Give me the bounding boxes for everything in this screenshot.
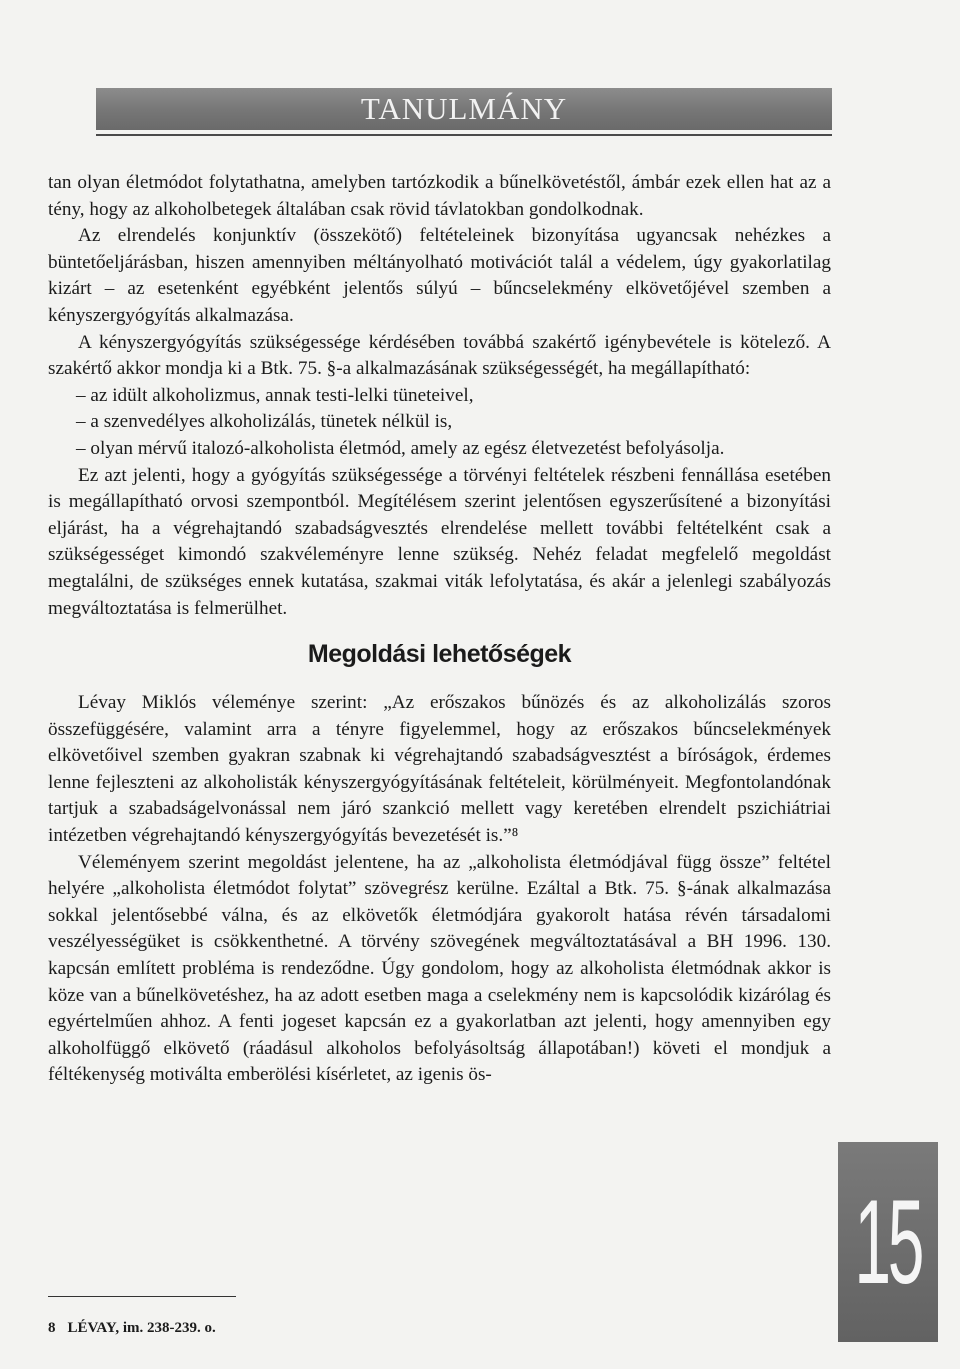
article-body [48, 170, 831, 1089]
paragraph: Ez azt jelenti, hogy a gyógyítás szükségessége a törvényi feltételek részbeni fennállása esetében is megállapítható orvosi szempontból. Megítélésem szerint jelentősen egyszerűsítené a bizonyítási eljárást, ha a végrehajtandó szabadságvesztés elrendelése mellett további feltételként csak a szükségességet kimondó szakvéleményre lenne szükség. Nehéz feladat megfelelő megoldást megtalálni, de szükséges ennek kutatása, szakmai viták lefolytatása, és akár a jelenlegi szabályozás megváltoztatása is felmerülhet. [48, 464, 831, 619]
section-banner [96, 88, 832, 130]
footnote-divider [48, 1296, 236, 1297]
footnote [48, 1320, 216, 1337]
list-item: – olyan mérvű italozó-alkoholista életmód, amely az egész életvezetést befolyásolja. [76, 437, 725, 459]
paragraph: tan olyan életmódot folytathatna, amelyben tartózkodik a bűnelkövetéstől, ámbár ezek ellen hat az a tény, hogy az alkoholbetegek általában csak rövid távlatokban gondolkodnak. [48, 172, 831, 220]
footnote-text: LÉVAY, im. 238-239. o. [67, 1320, 216, 1336]
section-title: TANULMÁNY [360, 91, 568, 126]
page-number-box [838, 1142, 938, 1342]
section-heading: Megoldási lehetőségek [307, 640, 572, 669]
footnote-number: 8 [48, 1320, 56, 1336]
header-divider [96, 134, 832, 136]
list-item: – a szenvedélyes alkoholizálás, tünetek nélkül is, [76, 411, 453, 433]
list-item: – az idült alkoholizmus, annak testi-lelki tüneteivel, [76, 384, 474, 406]
paragraph: Véleményem szerint megoldást jelentene, ha az „alkoholista életmódjával függ össze” feltétel helyére „alkoholista életmódot folytat” szövegrész kerülne. Ezáltal a Btk. 75. §-ának alkalmazása sokkal jelentősebbé válna, és az elkövetők életmódjára gyakorolt hatása révén társadalomi veszélyességüket is csökkenthetné. A törvény szövegének megváltoztatásával a BH 1996. 130. kapcsán említett probléma is rendeződne. Úgy gondolom, hogy az alkoholista életmódnak akkor is köze van a bűnelkövetéshez, ha az adott esetben maga a cselekmény nem is kapcsolódik kizárólag és egyértelműen ahhoz. A fenti jogeset kapcsán ez a gyakorlatban azt jelenti, hogy amennyiben egy alkoholfüggő elkövető (ráadásul alkoholos befolyásoltság állapotában!) követi el mondjuk a féltékenység motiválta emberölési kísérletet, az igenis ös- [48, 851, 831, 1086]
page-number: 15 [854, 1175, 922, 1309]
paragraph: Lévay Miklós véleménye szerint: „Az erőszakos bűnözés és az alkoholizálás szoros összefüggésére, valamint arra a tényre figyelemmel, hogy az erőszakos bűncselekmények elkövetőivel szemben gyakran szabnak ki végrehajtandó szabadságvesztést a bíróságok, érdemes lenne fejleszteni az alkoholisták kényszergyógyításának feltételeit, körülményeit. Megfontolandónak tartjuk a szabadságelvonással nem járó szankció mellett vagy keretében elrendelt pszichiátriai intézetben végrehajtandó kényszergyógyítás bevezetését is.”⁸ [48, 692, 831, 847]
paragraph: A kényszergyógyítás szükségessége kérdésében továbbá szakértő igénybevétele is kötelező. A szakértő akkor mondja ki a Btk. 75. §-a alkalmazásának szükségességét, ha megállapítható: [48, 331, 831, 380]
paragraph: Az elrendelés konjunktív (összekötő) feltételeinek bizonyítása ugyancsak nehézkes a büntetőeljárásban, hiszen amennyiben méltányolható motivációt talál a védelem, úgy gyakorlatilag kizárt – az esetenként egyébként jelentős súlyú – bűncselekmény elkövetőjével szemben a kényszergyógyítás alkalmazása. [48, 225, 831, 326]
